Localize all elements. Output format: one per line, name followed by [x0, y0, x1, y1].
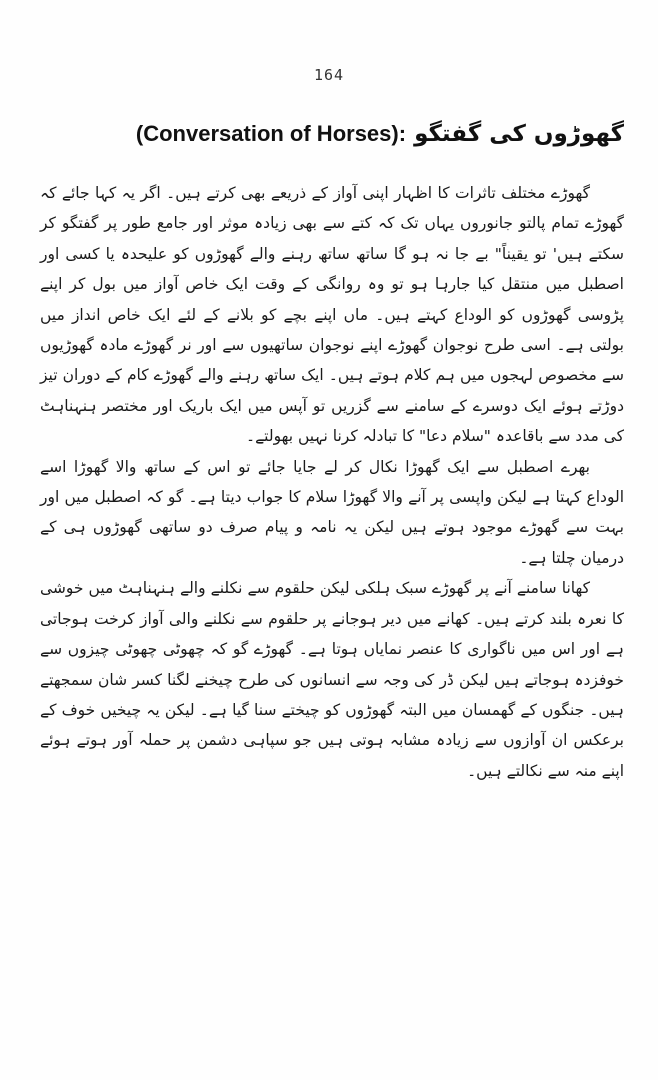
paragraph: بھرے اصطبل سے ایک گھوڑا نکال کر لے جایا جائے تو اس کے ساتھ والا گھوڑا اسے الوداع کہتا ہے لیکن واپسی پر آنے والا گھوڑا سلام کا جواب دیتا ہے۔ گو کہ اصطبل میں اور بہت سے گھوڑے موجود ہوتے ہیں لیکن یہ نامہ و پیام صرف دو ساتھی گھوڑوں ہی کے درمیان چلتا ہے۔ — [40, 457, 624, 567]
body-text — [40, 178, 624, 786]
paragraph: کھانا سامنے آنے پر گھوڑے سبک ہلکی لیکن حلقوم سے نکلنے والے ہنہناہٹ میں خوشی کا نعرہ بلند کرتے ہیں۔ کھانے میں دیر ہوجانے پر حلقوم سے نکلنے والی آواز کرخت ہوجاتی ہے اور اس میں ناگواری کا عنصر نمایاں ہوتا ہے۔ گھوڑے گو کہ چھوٹی چھوٹی چیزوں سے خوفزدہ ہوجاتے ہیں لیکن ڈر کی وجہ سے انسانوں کی طرح چیخنے لگنا کسر شان سمجھتے ہیں۔ جنگوں کے گھمسان میں البتہ گھوڑوں کو چیختے سنا گیا ہے۔ لیکن یہ چیخیں خوف کے برعکس ان آوازوں سے زیادہ مشابہ ہوتی ہیں جو سپاہی دشمن پر حملہ آور ہوتے ہوئے اپنے منہ سے نکالتے ہیں۔ — [40, 579, 624, 780]
page-number: 164 — [313, 66, 345, 84]
heading-english: (Conversation of Horses): — [135, 121, 407, 146]
heading-urdu: گھوڑوں کی گفتگو — [414, 121, 624, 147]
section-heading — [40, 116, 624, 152]
paragraph: گھوڑے مختلف تاثرات کا اظہار اپنی آواز کے ذریعے بھی کرتے ہیں۔ اگر یہ کہا جائے کہ گھوڑے تمام پالتو جانوروں یہاں تک کہ کتے سے بھی زیادہ موثر اور جامع طور پر گفتگو کر سکتے ہیں' تو یقیناً" بے جا نہ ہو گا ساتھ ساتھ رہنے والے گھوڑوں کو علیحدہ یا کسی اور اصطبل میں منتقل کیا جارہا ہو تو وہ روانگی کے وقت ایک خاص آواز میں بول کر اپنے پڑوسی گھوڑوں کو الوداع کہتے ہیں۔ ماں اپنے بچے کو بلانے کے لئے ایک خاص انداز میں بولتی ہے۔ اسی طرح نوجوان گھوڑے اپنے نوجوان ساتھیوں سے اور نر گھوڑے مادہ گھوڑیوں سے مخصوص لہجوں میں ہم کلام ہوتے ہیں۔ ایک ساتھ رہنے والے گھوڑے کام کے دوران تیز دوڑتے ہوئے ایک دوسرے کے سامنے سے گزریں تو آپس میں ایک باریک اور مختصر ہنہناہٹ کی مدد سے باقاعدہ "سلام دعا" کا تبادلہ کرنا نہیں بھولتے۔ — [40, 184, 624, 446]
